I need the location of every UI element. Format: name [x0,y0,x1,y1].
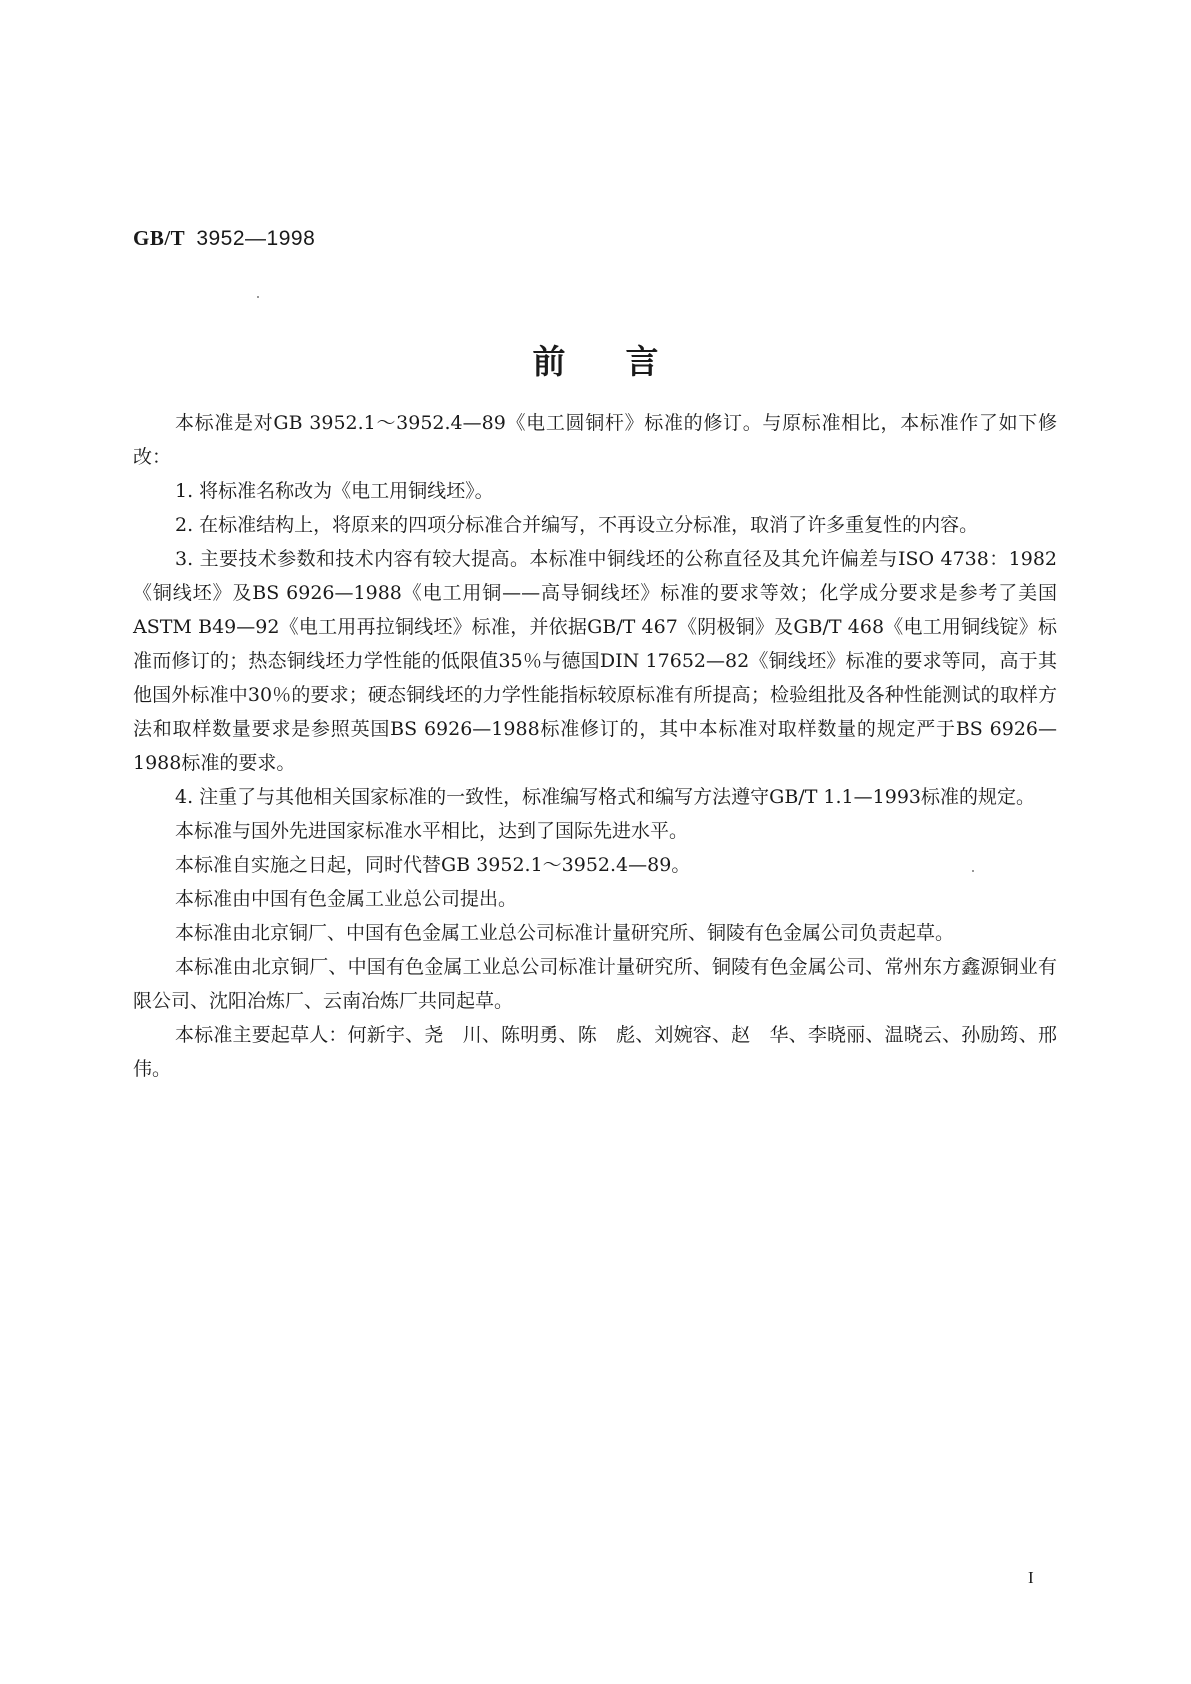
standard-code-number: 3952—1998 [196,227,316,250]
paragraph-joint-drafters: 本标准由北京铜厂、中国有色金属工业总公司标准计量研究所、铜陵有色金属公司、常州东方鑫源铜业有限公司、沈阳冶炼厂、云南冶炼厂共同起草。 [133,956,1057,1012]
paragraph-item-1: 1. 将标准名称改为《电工用铜线坯》。 [175,480,494,502]
standard-code-header [133,226,315,251]
paragraph-item-2: 2. 在标准结构上，将原来的四项分标准合并编写，不再设立分标准，取消了许多重复性的内容。 [175,514,979,536]
paragraph-item-4: 4. 注重了与其他相关国家标准的一致性，标准编写格式和编写方法遵守GB/T 1.1—1993标准的规定。 [175,786,1035,808]
paragraph-intro: 本标准是对GB 3952.1～3952.4—89《电工圆铜杆》标准的修订。与原标准相比，本标准作了如下修改： [133,412,1057,468]
standard-code-prefix: GB/T [133,226,185,250]
paragraph-responsible-drafters: 本标准由北京铜厂、中国有色金属工业总公司标准计量研究所、铜陵有色金属公司负责起草。 [175,922,955,944]
paragraph-proposer: 本标准由中国有色金属工业总公司提出。 [175,888,518,910]
foreword-body [133,406,1057,1086]
scan-speck [257,296,259,298]
page-title: 前言 [532,342,719,381]
paragraph-item-3: 3. 主要技术参数和技术内容有较大提高。本标准中铜线坯的公称直径及其允许偏差与ISO 4738：1982《铜线坯》及BS 6926—1988《电工用铜——高导铜线坯》标准的要求等效；化学成分要求是参考了美国ASTM B49—92《电工用再拉铜线坯》标准，并依据GB/T 467《阴极铜》及GB/T 468《电工用铜线锭》标准而修订的；热态铜线坯力学性能的低限值35％与德国DIN 17652—82《铜线坯》标准的要求等同，高于其他国外标准中30％的要求；硬态铜线坯的力学性能指标较原标准有所提高；检验组批及各种性能测试的取样方法和取样数量要求是参照英国BS 6926—1988标准修订的，其中本标准对取样数量的规定严于BS 6926—1988标准的要求。 [133,548,1057,774]
paragraph-supersedes: 本标准自实施之日起，同时代替GB 3952.1～3952.4—89。 [175,854,691,876]
page-number: I [1028,1568,1034,1587]
paragraph-level: 本标准与国外先进国家标准水平相比，达到了国际先进水平。 [175,820,689,842]
paragraph-main-drafters: 本标准主要起草人：何新宇、尧 川、陈明勇、陈 彪、刘婉容、赵 华、李晓丽、温晓云、孙励筠、邢伟。 [133,1024,1057,1080]
scan-speck [972,870,974,872]
